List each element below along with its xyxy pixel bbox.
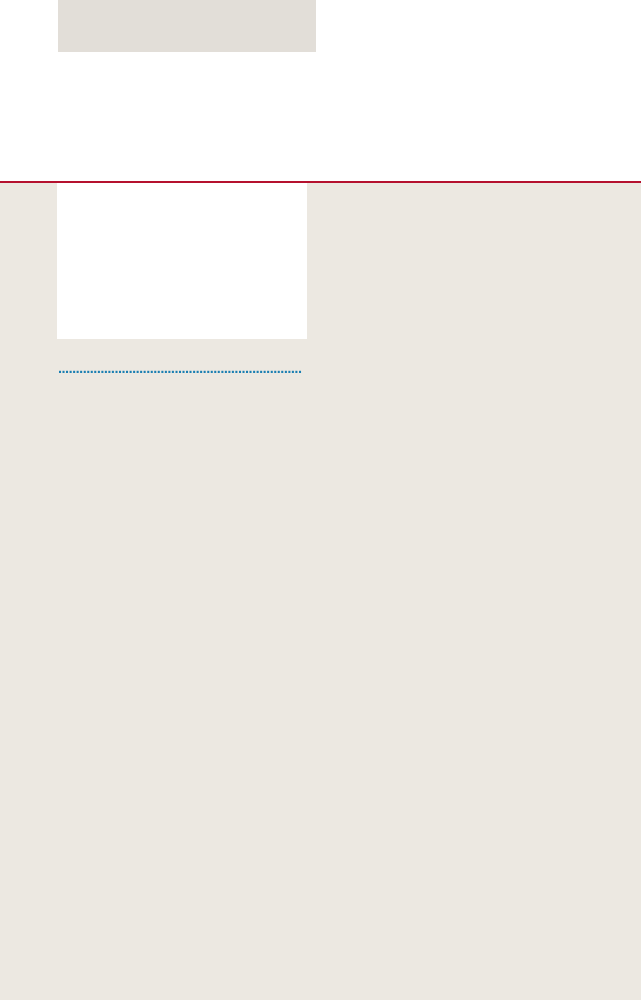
header-band [58,0,316,52]
leader-dots [58,359,302,379]
plan-box [57,183,307,339]
top-sights-heading[interactable] [57,359,303,379]
top-sights-heading-line2 [57,359,303,379]
